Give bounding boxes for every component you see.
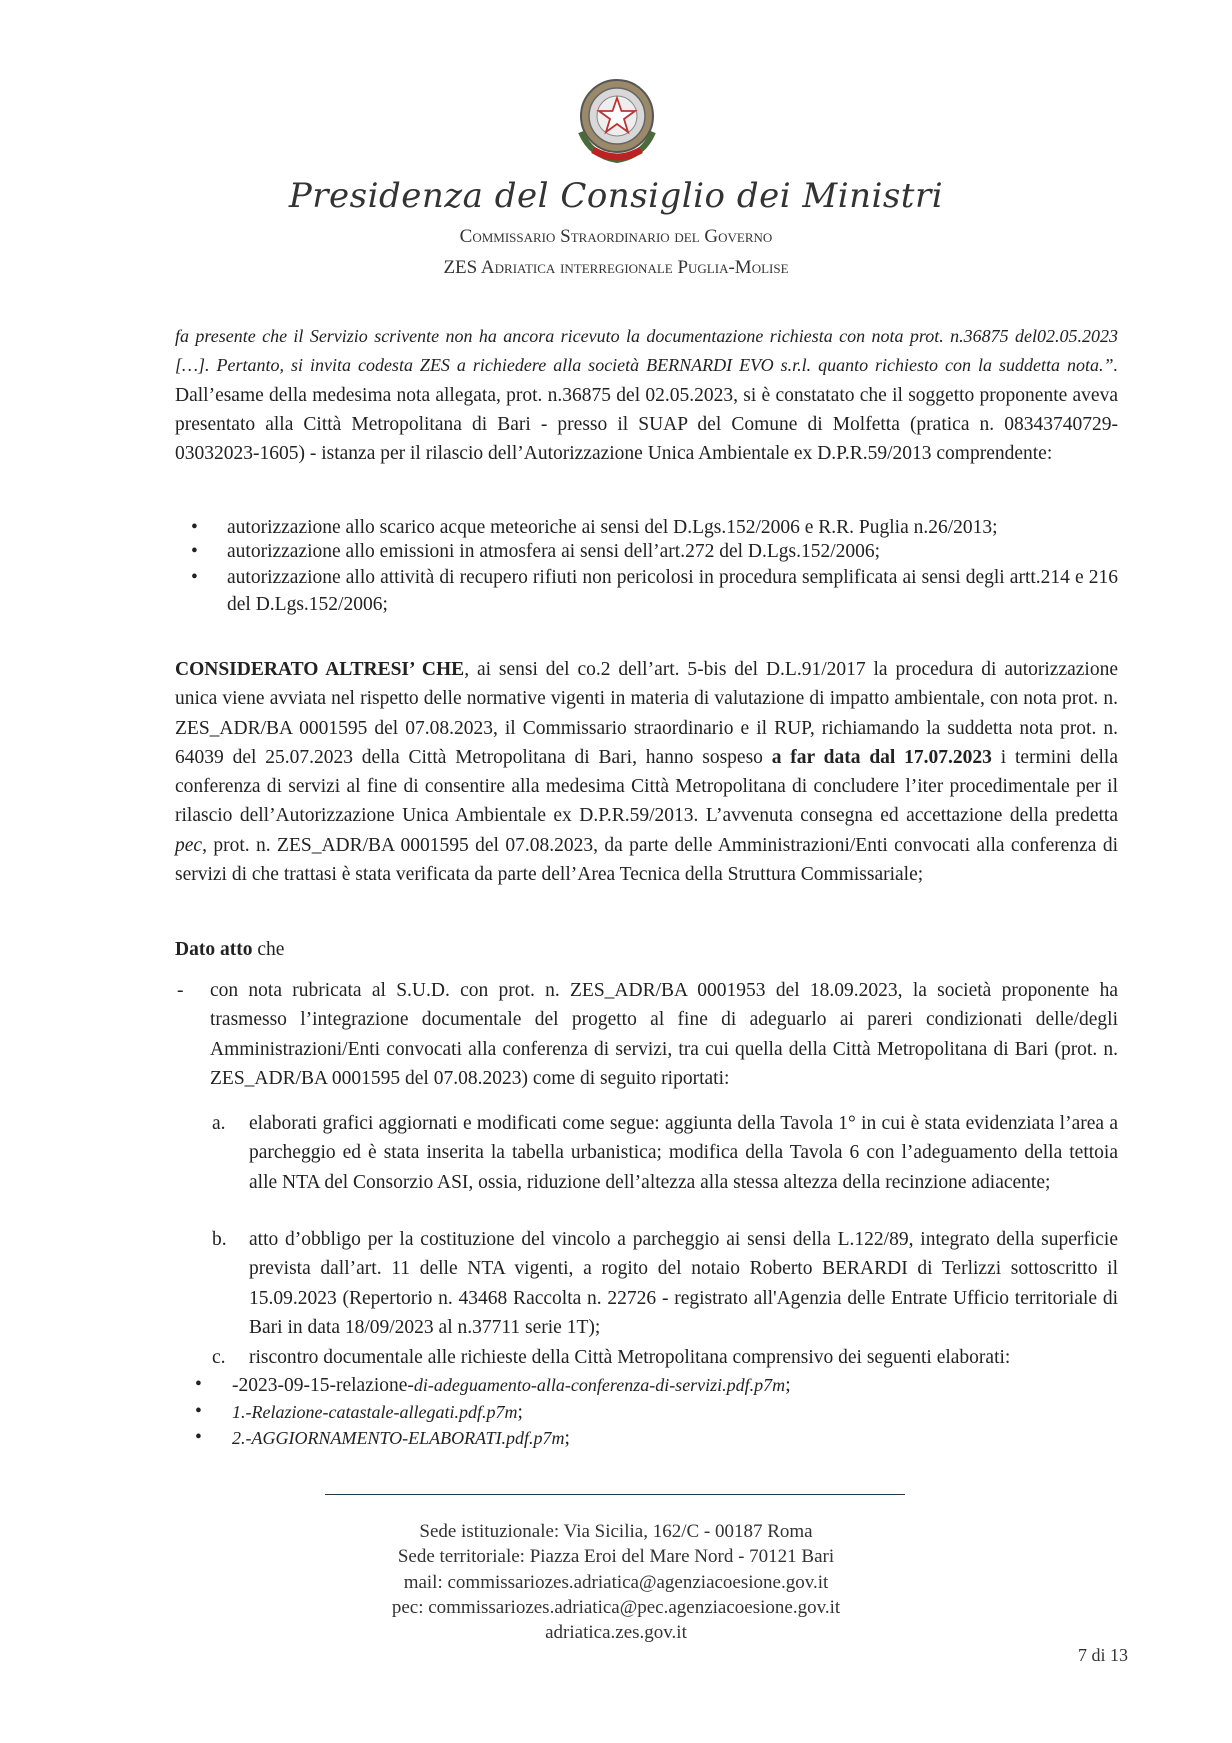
footer-line: Sede territoriale: Piazza Eroi del Mare Nord - 70121 Bari [397,1546,835,1568]
sub-item-b [212,1225,1118,1342]
office-subname: ZES Adriatica interregionale Puglia-Molise [443,257,789,278]
sub-item-text: atto d’obbligo per la costituzione del vincolo a parcheggio ai sensi della L.122/89, integrato della superficie prevista dall’art. 11 delle NTA vigenti, a rogito del notaio Roberto BERARDI di Terlizzi sottoscritto il 15.09.2023 (Repertorio n. 43468 Raccolta n. 22726 - registrato all'Agenzia delle Entrate Ufficio territoriale di Bari in data 18/09/2023 al n.37711 serie 1T); [249,1229,1118,1338]
punct: ; [517,1402,523,1423]
marker: b. [212,1229,227,1250]
marker: c. [212,1347,226,1368]
list-item-text: autorizzazione allo attività di recupero rifiuti non pericolosi in procedura semplificata ai sensi degli artt.214 e 216 del D.Lgs.152/2006; [227,567,1118,615]
heading-dato-atto: Dato atto [175,939,253,960]
institution-title: Presidenza del Consiglio dei Ministri [288,176,944,216]
office-name: Commissario Straordinario del Governo [459,226,773,247]
paragraph-text: Dall’esame della medesima nota allegata, prot. n.36875 del 02.05.2023, si è constatato che il soggetto proponente aveva presentato alla Città Metropolitana di Bari - presso il SUAP del Comune di Molfetta (pratica n. 08343740729-03032023-1605) - istanza per il rilascio dell’Autorizzazione Unica Ambientale ex D.P.R.59/2013 comprendente: [175,384,1118,465]
marker: a. [212,1113,226,1134]
footer-divider [325,1494,905,1495]
file-name: 2.-AGGIORNAMENTO-ELABORATI.pdf.p7m [232,1428,565,1448]
heading-considerato: CONSIDERATO ALTRESI’ CHE [175,659,465,680]
dash-item-text: con nota rubricata al S.U.D. con prot. n. ZES_ADR/BA 0001953 del 18.09.2023, la società proponente ha trasmesso l’integrazione documentale del progetto al fine di adeguarlo ai pareri condizionati delle/degli Amministrazioni/Enti convocati alla conferenza di servizi, tra cui quella della Città Metropolitana di Bari (prot. n. ZES_ADR/BA 0001595 del 07.08.2023) come di seguito riportati: [210,980,1118,1089]
footer-email[interactable]: mail: commissariozes.adriatica@agenziacoesione.gov.it [403,1571,829,1593]
sub-item-text: riscontro documentale alle richieste della Città Metropolitana comprensivo dei seguenti elaborati: [249,1347,1011,1368]
page-number: 7 di 13 [1077,1645,1128,1665]
file-item: • 1.-Relazione-catastale-allegati.pdf.p7m; [195,1401,523,1423]
file-name: di-adeguamento-alla-conferenza-di-servizi.pdf.p7m [413,1375,786,1395]
dash-item [175,976,1118,1093]
italian-republic-emblem [571,72,663,168]
list-item: • autorizzazione allo attività di recupero rifiuti non pericolosi in procedura semplificata ai sensi degli artt.214 e 216 del D.Lgs.152/2006; [175,565,1118,618]
paragraph-dato-atto [175,935,1118,964]
sub-item-text: elaborati grafici aggiornati e modificati come segue: aggiunta della Tavola 1° in cui è stata evidenziata l’area a parcheggio ed è stata inserita la tabella urbanistica; modifica della Tavola 6 con l’adeguamento della tettoia alle NTA del Consorzio ASI, ossia, riduzione dell’altezza alla stessa altezza della recinzione adiacente; [249,1113,1118,1193]
file-name: 1.-Relazione-catastale-allegati.pdf.p7m [232,1402,518,1422]
footer-line: Sede istituzionale: Via Sicilia, 162/C - 00187 Roma [419,1521,813,1542]
sub-item-c [212,1343,1118,1372]
paragraph-text: i termini della conferenza di servizi al fine di consentire alla medesima Città Metropolitana di concludere l’iter procedimentale per il rilascio dell’Autorizzazione Unica Ambientale ex D.P.R.59/2013. L’avvenuta consegna ed accettazione della predetta [175,746,1118,827]
list-item: • autorizzazione allo emissioni in atmosfera ai sensi dell’art.272 del D.Lgs.152/2006; [175,539,1118,566]
file-item: • 2.-AGGIORNAMENTO-ELABORATI.pdf.p7m; [195,1427,570,1449]
paragraph-intro [175,322,1118,468]
quoted-text: fa presente che il Servizio scrivente non ha ancora ricevuto la documentazione richiesta con nota prot. n.36875 del02.05.2023 […]. Pertanto, si invita codesta ZES a richiedere alla società BERNARDI EVO s.r.l. quanto richiesto con la suddetta nota.”. [175,326,1118,376]
list-item: • autorizzazione allo scarico acque meteoriche ai sensi del D.Lgs.152/2006 e R.R. Puglia n.26/2013; [175,515,1118,542]
paragraph-text: , ai sensi del co.2 dell’art. 5-bis del D.L.91/2017 la procedura di autorizzazione unica viene avviata nel rispetto delle normative vigenti in materia di valutazione di impatto ambientale, con nota prot. n. ZES_ADR/BA 0001595 del 07.08.2023, il Commissario straordinario e il RUP, richiamando la suddetta nota prot. n. 64039 del 25.07.2023 della Città Metropolitana di Bari, hanno sospeso [175,659,1118,768]
punct: ; [785,1375,791,1396]
paragraph-text: , prot. n. ZES_ADR/BA 0001595 del 07.08.2023, da parte delle Amministrazioni/Enti convocati alla conferenza di servizi di che trattasi è stata verificata da parte dell’Area Tecnica della Struttura Commissariale; [175,834,1118,886]
list-item-text: autorizzazione allo scarico acque meteoriche ai sensi del D.Lgs.152/2006 e R.R. Puglia n.26/2013; [227,517,998,538]
footer-website[interactable]: adriatica.zes.gov.it [545,1622,687,1644]
paragraph-text: che [252,939,285,960]
paragraph-considerato [175,655,1118,889]
punct: ; [564,1428,570,1449]
footer-pec[interactable]: pec: commissariozes.adriatica@pec.agenziacoesione.gov.it [391,1596,841,1618]
dash-marker: - [177,980,184,1001]
sub-item-a [212,1109,1118,1197]
file-name: -2023-09-15-relazione- [232,1375,414,1396]
pec-term: pec [175,834,203,856]
bold-date: a far data dal 17.07.2023 [771,746,992,768]
footer-address [0,1519,1232,1645]
list-item-text: autorizzazione allo emissioni in atmosfera ai sensi dell’art.272 del D.Lgs.152/2006; [227,541,881,562]
file-item: • -2023-09-15-relazione-di-adeguamento-alla-conferenza-di-servizi.pdf.p7m; [195,1374,791,1396]
